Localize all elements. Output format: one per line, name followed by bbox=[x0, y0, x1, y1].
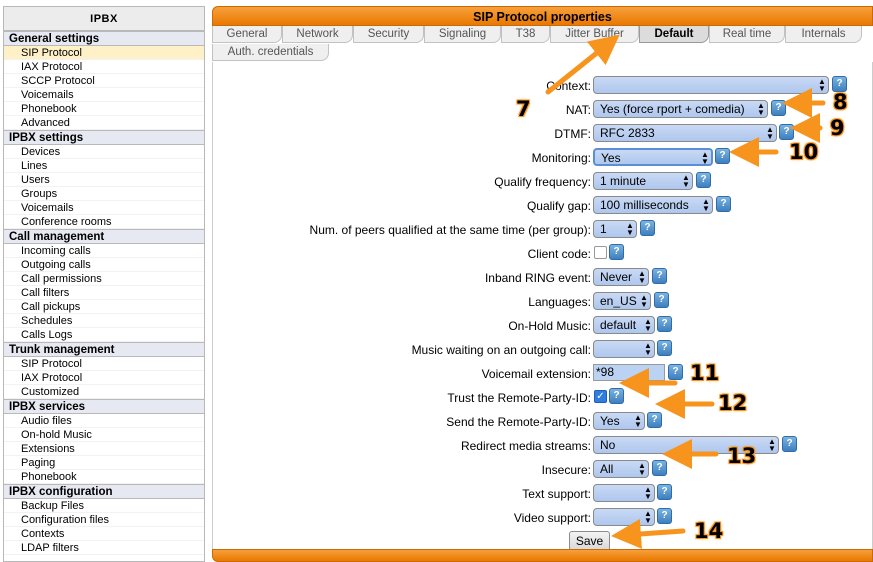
sidebar-item-ldap-filters[interactable]: LDAP filters bbox=[4, 541, 204, 555]
sidebar-item-devices[interactable]: Devices bbox=[4, 145, 204, 159]
sidebar-item-iax-protocol[interactable]: IAX Protocol bbox=[4, 60, 204, 74]
client-code-label: Client code: bbox=[527, 247, 591, 261]
insecure-select[interactable]: All ▲ ▼ bbox=[593, 460, 649, 478]
question-mark-icon[interactable]: ? bbox=[771, 100, 786, 116]
up-down-arrows-icon: ▲ ▼ bbox=[644, 341, 652, 357]
up-down-arrows-icon: ▲ ▼ bbox=[626, 221, 634, 237]
voicemail-ext-label: Voicemail extension: bbox=[481, 367, 591, 381]
tab-security[interactable]: Security bbox=[353, 26, 424, 43]
nat-select[interactable]: Yes (force rport + comedia) ▲ ▼ bbox=[593, 100, 768, 118]
sidebar-item-incoming-calls[interactable]: Incoming calls bbox=[4, 244, 204, 258]
sidebar-item-sip-protocol[interactable]: SIP Protocol bbox=[4, 46, 204, 60]
main-panel bbox=[212, 6, 873, 562]
question-mark-icon[interactable]: ? bbox=[654, 292, 669, 308]
num-peers-label: Num. of peers qualified at the same time (per group): bbox=[309, 223, 591, 237]
row-num-peers bbox=[213, 220, 873, 240]
up-down-arrows-icon: ▲ ▼ bbox=[768, 437, 776, 453]
insecure-label: Insecure: bbox=[541, 463, 591, 477]
question-mark-icon[interactable]: ? bbox=[640, 220, 655, 236]
row-text-support bbox=[213, 484, 873, 504]
question-mark-icon[interactable]: ? bbox=[657, 340, 672, 356]
monitoring-select[interactable]: Yes ▲ ▼ bbox=[593, 148, 713, 166]
question-mark-icon[interactable]: ? bbox=[832, 76, 847, 92]
sidebar-item-phonebook[interactable]: Phonebook bbox=[4, 470, 204, 484]
nat-label: NAT: bbox=[565, 103, 591, 117]
question-mark-icon[interactable]: ? bbox=[657, 508, 672, 524]
save-button[interactable]: Save bbox=[569, 531, 610, 551]
send-rpid-label: Send the Remote-Party-ID: bbox=[446, 415, 591, 429]
up-down-arrows-icon: ▲ ▼ bbox=[644, 317, 652, 333]
row-voicemail-ext bbox=[213, 364, 873, 384]
question-mark-icon[interactable]: ? bbox=[715, 148, 730, 164]
sidebar-item-customized[interactable]: Customized bbox=[4, 385, 204, 399]
qualify-gap-select[interactable]: 100 milliseconds ▲ ▼ bbox=[593, 196, 713, 214]
onhold-music-label: On-Hold Music: bbox=[508, 319, 591, 333]
text-support-select[interactable] bbox=[593, 484, 655, 502]
dtmf-select[interactable]: RFC 2833 ▲ ▼ bbox=[593, 124, 777, 142]
sidebar-menu bbox=[4, 31, 204, 555]
row-insecure bbox=[213, 460, 873, 480]
row-dtmf bbox=[213, 124, 873, 144]
question-mark-icon[interactable]: ? bbox=[652, 460, 667, 476]
sidebar-item-sip-protocol[interactable]: SIP Protocol bbox=[4, 357, 204, 371]
sidebar-item-lines[interactable]: Lines bbox=[4, 159, 204, 173]
up-down-arrows-icon: ▲ ▼ bbox=[640, 293, 648, 309]
sidebar-item-iax-protocol[interactable]: IAX Protocol bbox=[4, 371, 204, 385]
question-mark-icon[interactable]: ? bbox=[782, 436, 797, 452]
text-support-label: Text support: bbox=[522, 487, 591, 501]
sidebar-item-configuration-files[interactable]: Configuration files bbox=[4, 513, 204, 527]
up-down-arrows-icon: ▲ ▼ bbox=[766, 125, 774, 141]
sidebar-item-conference-rooms[interactable]: Conference rooms bbox=[4, 215, 204, 229]
sidebar-section-call-management: Call management bbox=[4, 229, 204, 244]
sidebar-title: IPBX bbox=[4, 7, 204, 31]
row-qualify-frequency bbox=[213, 172, 873, 192]
row-inband-ring bbox=[213, 268, 873, 288]
inband-ring-select[interactable]: Never ▲ ▼ bbox=[593, 268, 649, 286]
sidebar-item-paging[interactable]: Paging bbox=[4, 456, 204, 470]
annotation-7: 7 bbox=[516, 97, 531, 121]
row-music-outgoing bbox=[213, 340, 873, 360]
tab-default[interactable]: Default bbox=[639, 26, 709, 43]
question-mark-icon[interactable]: ? bbox=[609, 244, 624, 260]
row-context bbox=[213, 76, 873, 96]
question-mark-icon[interactable]: ? bbox=[696, 172, 711, 188]
sidebar-item-backup-files[interactable]: Backup Files bbox=[4, 499, 204, 513]
up-down-arrows-icon: ▲ ▼ bbox=[682, 173, 690, 189]
row-onhold-music bbox=[213, 316, 873, 336]
sidebar-section-ipbx-configuration: IPBX configuration bbox=[4, 484, 204, 499]
bottom-bar bbox=[212, 549, 873, 562]
tab-internals[interactable]: Internals bbox=[785, 26, 862, 43]
sidebar-item-outgoing-calls[interactable]: Outgoing calls bbox=[4, 258, 204, 272]
question-mark-icon[interactable]: ? bbox=[652, 268, 667, 284]
redirect-media-label: Redirect media streams: bbox=[460, 439, 591, 453]
question-mark-icon[interactable]: ? bbox=[657, 316, 672, 332]
video-support-select[interactable] bbox=[593, 508, 655, 526]
inband-ring-label: Inband RING event: bbox=[484, 271, 591, 285]
sidebar-item-call-permissions[interactable]: Call permissions bbox=[4, 272, 204, 286]
sidebar-section-ipbx-settings: IPBX settings bbox=[4, 130, 204, 145]
monitoring-label: Monitoring: bbox=[531, 151, 591, 165]
question-mark-icon[interactable]: ? bbox=[779, 124, 794, 140]
qualify-gap-label: Qualify gap: bbox=[526, 199, 591, 213]
sidebar-item-call-pickups[interactable]: Call pickups bbox=[4, 300, 204, 314]
row-trust-rpid bbox=[213, 388, 873, 408]
redirect-media-select[interactable]: No ▲ ▼ bbox=[593, 436, 779, 454]
sidebar-item-calls-logs[interactable]: Calls Logs bbox=[4, 328, 204, 342]
qualify-frequency-label: Qualify frequency: bbox=[494, 175, 591, 189]
voicemail-ext-input[interactable]: *98 bbox=[593, 364, 665, 381]
context-label: Context: bbox=[546, 79, 591, 93]
tab-t38[interactable]: T38 bbox=[501, 26, 550, 43]
sidebar-item-contexts[interactable]: Contexts bbox=[4, 527, 204, 541]
trust-rpid-checkbox[interactable]: ✓ bbox=[594, 390, 607, 403]
tab-bar bbox=[212, 26, 873, 66]
sidebar-section-general-settings: General settings bbox=[4, 31, 204, 46]
sidebar-section-ipbx-services: IPBX services bbox=[4, 399, 204, 414]
sidebar-item-groups[interactable]: Groups bbox=[4, 187, 204, 201]
row-send-rpid bbox=[213, 412, 873, 432]
sidebar-item-sccp-protocol[interactable]: SCCP Protocol bbox=[4, 74, 204, 88]
qualify-frequency-select[interactable]: 1 minute ▲ ▼ bbox=[593, 172, 693, 190]
sidebar-section-trunk-management: Trunk management bbox=[4, 342, 204, 357]
sidebar-item-voicemails[interactable]: Voicemails bbox=[4, 88, 204, 102]
annotation-14: 14 bbox=[694, 519, 724, 543]
music-outgoing-select[interactable] bbox=[593, 340, 655, 358]
client-code-checkbox[interactable] bbox=[594, 246, 607, 259]
sidebar-item-phonebook[interactable]: Phonebook bbox=[4, 102, 204, 116]
up-down-arrows-icon: ▲ ▼ bbox=[634, 413, 642, 429]
question-mark-icon[interactable]: ? bbox=[609, 388, 624, 404]
row-redirect-media bbox=[213, 436, 873, 456]
sidebar bbox=[3, 6, 205, 562]
up-down-arrows-icon: ▲ ▼ bbox=[818, 77, 826, 93]
annotation-12: 12 bbox=[718, 391, 748, 415]
row-video-support bbox=[213, 508, 873, 528]
up-down-arrows-icon: ▲ ▼ bbox=[757, 101, 765, 117]
annotation-9: 9 bbox=[830, 116, 845, 140]
question-mark-icon[interactable]: ? bbox=[716, 196, 731, 212]
sidebar-item-extensions[interactable]: Extensions bbox=[4, 442, 204, 456]
form-content bbox=[212, 62, 873, 549]
num-peers-select[interactable]: 1 ▲ ▼ bbox=[593, 220, 637, 238]
send-rpid-select[interactable]: Yes ▲ ▼ bbox=[593, 412, 645, 430]
sidebar-item-call-filters[interactable]: Call filters bbox=[4, 286, 204, 300]
up-down-arrows-icon: ▲ ▼ bbox=[702, 197, 710, 213]
question-mark-icon[interactable]: ? bbox=[657, 484, 672, 500]
annotation-13: 13 bbox=[727, 444, 757, 468]
row-monitoring bbox=[213, 148, 873, 168]
tab-auth-credentials[interactable]: Auth. credentials bbox=[212, 44, 329, 61]
row-languages bbox=[213, 292, 873, 312]
sidebar-item-users[interactable]: Users bbox=[4, 173, 204, 187]
annotation-10: 10 bbox=[789, 140, 819, 164]
tab-network[interactable]: Network bbox=[282, 26, 353, 43]
sidebar-item-voicemails[interactable]: Voicemails bbox=[4, 201, 204, 215]
languages-select[interactable]: en_US ▲ ▼ bbox=[593, 292, 651, 310]
onhold-music-select[interactable]: default ▲ ▼ bbox=[593, 316, 655, 334]
annotation-11: 11 bbox=[690, 361, 720, 385]
sidebar-item-advanced[interactable]: Advanced bbox=[4, 116, 204, 130]
video-support-label: Video support: bbox=[513, 511, 591, 525]
context-select[interactable] bbox=[593, 76, 829, 94]
row-client-code bbox=[213, 244, 873, 264]
row-nat bbox=[213, 100, 873, 120]
trust-rpid-label: Trust the Remote-Party-ID: bbox=[447, 391, 591, 405]
question-mark-icon[interactable]: ? bbox=[647, 412, 662, 428]
up-down-arrows-icon: ▲ ▼ bbox=[638, 269, 646, 285]
question-mark-icon[interactable]: ? bbox=[668, 364, 683, 380]
annotation-8: 8 bbox=[833, 90, 848, 114]
up-down-arrows-icon: ▲ ▼ bbox=[638, 461, 646, 477]
tab-general[interactable]: General bbox=[212, 26, 282, 43]
languages-label: Languages: bbox=[528, 295, 591, 309]
page-title: SIP Protocol properties bbox=[212, 6, 873, 26]
up-down-arrows-icon: ▲ ▼ bbox=[701, 150, 709, 166]
sidebar-item-schedules[interactable]: Schedules bbox=[4, 314, 204, 328]
tab-jitter-buffer[interactable]: Jitter Buffer bbox=[550, 26, 639, 43]
sidebar-item-audio-files[interactable]: Audio files bbox=[4, 414, 204, 428]
row-qualify-gap bbox=[213, 196, 873, 216]
dtmf-label: DTMF: bbox=[554, 127, 591, 141]
music-outgoing-label: Music waiting on an outgoing call: bbox=[411, 343, 591, 357]
tab-real-time[interactable]: Real time bbox=[709, 26, 785, 43]
up-down-arrows-icon: ▲ ▼ bbox=[644, 509, 652, 525]
sidebar-item-on-hold-music[interactable]: On-hold Music bbox=[4, 428, 204, 442]
up-down-arrows-icon: ▲ ▼ bbox=[644, 485, 652, 501]
tab-signaling[interactable]: Signaling bbox=[424, 26, 501, 43]
